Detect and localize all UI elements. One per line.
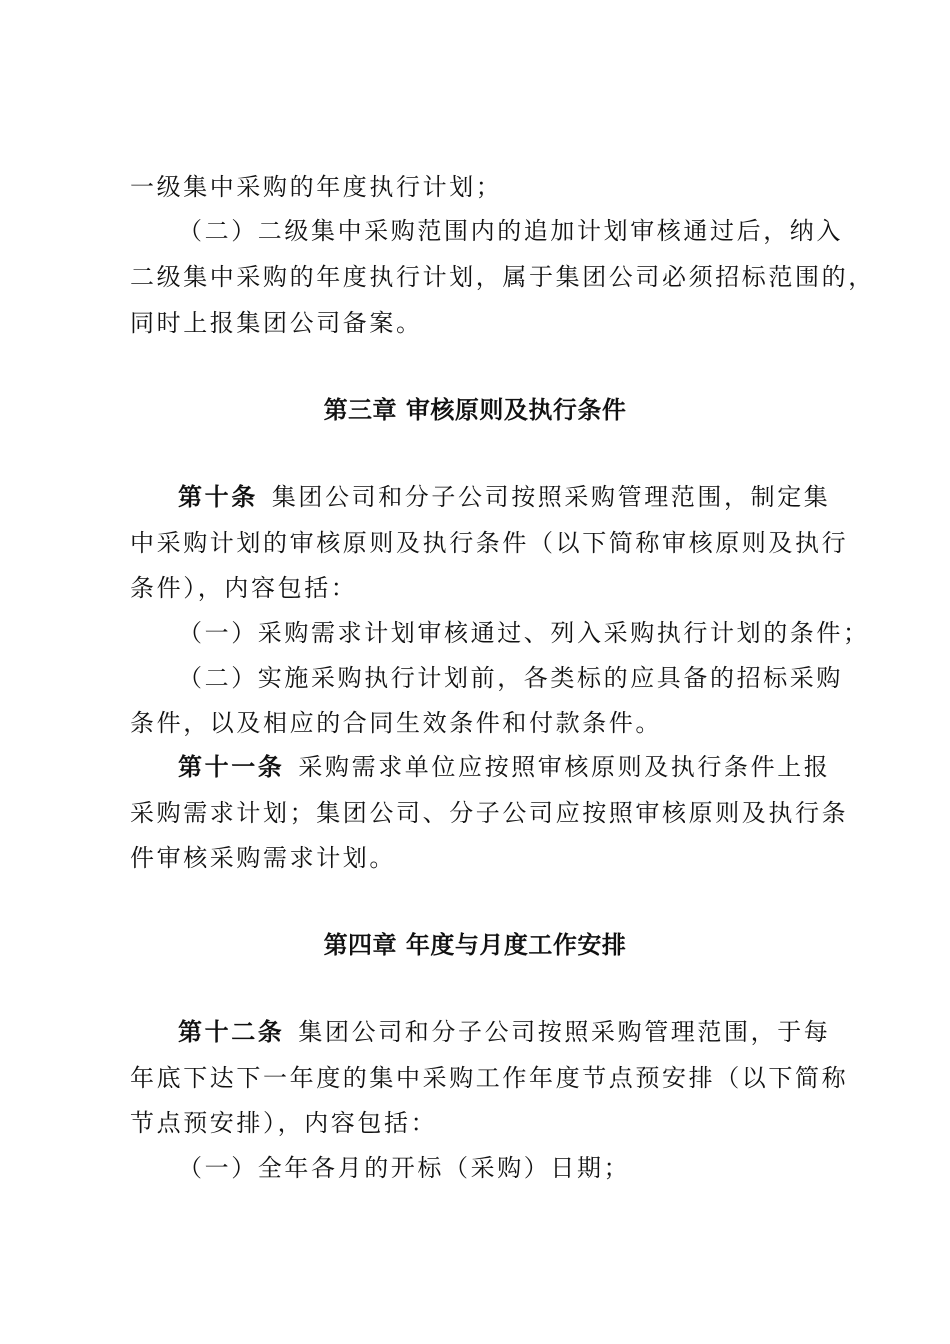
article-10-item-2: （二）实施采购执行计划前，各类标的应具备的招标采购	[178, 664, 843, 692]
article-10-item-1: （一）采购需求计划审核通过、列入采购执行计划的条件；	[178, 619, 870, 647]
paragraph-line: 同时上报集团公司备案。	[130, 309, 423, 337]
article-12-line-2: 年底下达下一年度的集中采购工作年度节点预安排（以下简称	[130, 1064, 849, 1092]
chapter-4-heading: 第四章 年度与月度工作安排	[323, 930, 627, 959]
article-11-line-2: 采购需求计划；集团公司、分子公司应按照审核原则及执行条	[130, 799, 849, 827]
article-12-label: 第十二条	[178, 1017, 285, 1046]
article-10-text: 集团公司和分子公司按照采购管理范围，制定集	[271, 483, 831, 511]
article-10-line-1	[178, 480, 878, 514]
paragraph-line: （二）二级集中采购范围内的追加计划审核通过后，纳入	[178, 217, 843, 245]
paragraph-line: 二级集中采购的年度执行计划，属于集团公司必须招标范围的，	[130, 263, 875, 291]
chapter-3-heading: 第三章 审核原则及执行条件	[323, 395, 627, 424]
article-12-text: 集团公司和分子公司按照采购管理范围，于每	[298, 1018, 831, 1046]
article-10-item-2-cont: 条件，以及相应的合同生效条件和付款条件。	[130, 709, 662, 737]
article-10-line-2: 中采购计划的审核原则及执行条件（以下简称审核原则及执行	[130, 529, 849, 557]
article-11-line-1	[178, 750, 878, 784]
article-10-label: 第十条	[178, 482, 258, 511]
article-11-line-3: 件审核采购需求计划。	[130, 844, 396, 872]
article-12-line-1	[178, 1015, 878, 1049]
article-12-item-1: （一）全年各月的开标（采购）日期；	[178, 1154, 631, 1182]
article-12-line-3: 节点预安排），内容包括：	[130, 1109, 438, 1137]
paragraph-line: 一级集中采购的年度执行计划；	[130, 173, 503, 201]
article-11-text: 采购需求单位应按照审核原则及执行条件上报	[298, 753, 831, 781]
article-11-label: 第十一条	[178, 752, 285, 781]
article-10-line-3: 条件），内容包括：	[130, 574, 358, 602]
